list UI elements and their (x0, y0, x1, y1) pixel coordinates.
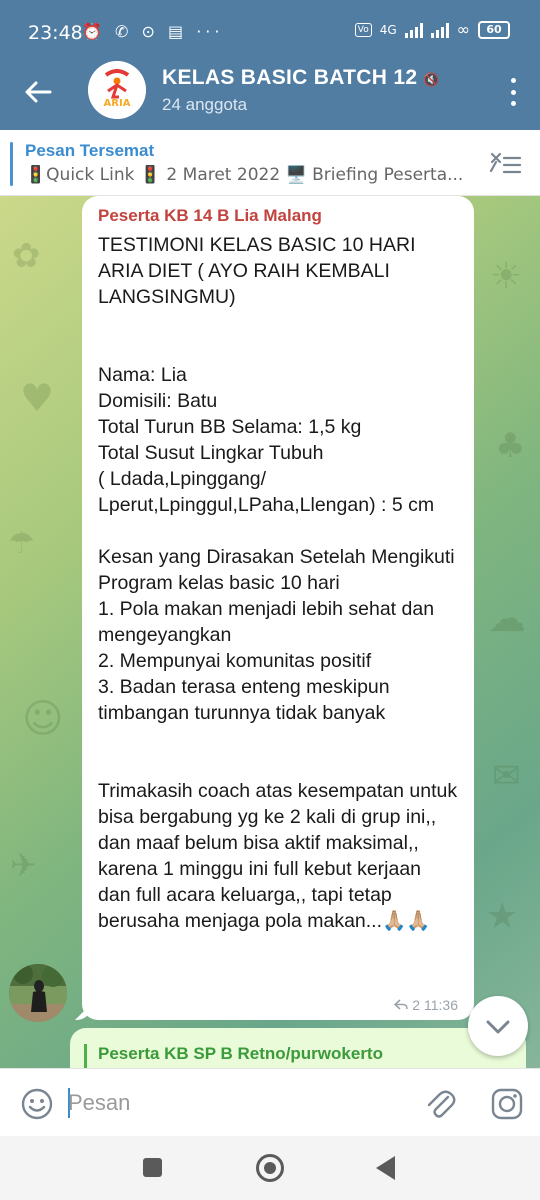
message-body: TESTIMONI KELAS BASIC 10 HARI ARIA DIET ( AYO RAIH KEMBALI LANGSINGMU) Nama: Lia Domisili: Batu Total Turun BB Selama: 1,5 kg Total Susut Lingkar Tubuh ( Ldada,Lpinggang/ Lperut,Lpinggul,LPaha,Llengan) : 5 cm Kesan yang Dirasakan Setelah Mengikuti Program kelas basic 10 hari 1. Pola makan menjadi lebih sehat dan mengeyangkan 2. Mempunyai komunitas positif 3. Badan terasa enteng meskipun timbangan turunnya tidak banyak Trimakasih coach atas kesempatan untuk bisa bergabung yg ke 2 kali di grup ini,, dan maaf belum bisa aktif maksimal,, karena 1 minggu ini full kebut kerjaan dan full acara keluarga,, tapi tetap berusaha menjaga pola makan... (98, 234, 458, 932)
emoji-icon[interactable] (20, 1087, 54, 1121)
message-meta (394, 997, 458, 1013)
network-type: 4G (379, 22, 397, 37)
message-text (98, 232, 458, 934)
status-time: 23:48 (28, 22, 83, 44)
sender-avatar[interactable] (9, 964, 67, 1022)
doodle-icon: ☺ (22, 696, 64, 742)
message-sender[interactable]: Peserta KB 14 B Lia Malang (98, 206, 322, 225)
system-icons (355, 20, 510, 39)
pray-emoji: 🙏🏼🙏🏼 (382, 909, 431, 932)
reply-count: 2 (412, 997, 420, 1013)
reply-icon (394, 999, 408, 1011)
pinned-indicator (10, 142, 13, 186)
chat-title-text: KELAS BASIC BATCH 12 (162, 66, 418, 89)
more-menu-icon[interactable] (508, 78, 518, 106)
doodle-icon: ☀ (490, 256, 523, 297)
battery-icon: 60 (478, 21, 510, 39)
aria-logo (88, 61, 146, 119)
signal-icon-2 (431, 22, 449, 38)
message-input-bar (0, 1068, 540, 1136)
reply-quote-sender[interactable]: Peserta KB SP B Retno/purwokerto (98, 1044, 383, 1063)
doodle-icon: ☁ (488, 596, 526, 640)
reply-quote-bar (84, 1044, 87, 1068)
doodle-icon: ★ (486, 896, 519, 937)
chat-area[interactable] (0, 196, 540, 1068)
pinned-label: Pesan Tersemat (25, 141, 155, 160)
svg-text:ARIA: ARIA (103, 98, 131, 109)
chat-title[interactable] (162, 66, 440, 90)
signal-icon (405, 22, 423, 38)
system-nav-bar (0, 1136, 540, 1200)
pinned-list-icon[interactable] (488, 150, 522, 178)
back-button[interactable] (376, 1156, 395, 1180)
member-count: 24 anggota (162, 95, 248, 114)
status-bar (0, 0, 540, 58)
doodle-icon: ☂ (8, 526, 35, 561)
group-avatar[interactable] (88, 61, 146, 119)
attach-icon[interactable] (424, 1087, 456, 1121)
chat-header (0, 58, 540, 130)
message-bubble[interactable] (82, 196, 474, 1020)
sender-photo (9, 964, 67, 1022)
doodle-icon: ✈ (10, 846, 37, 884)
camera-icon[interactable] (490, 1087, 524, 1121)
message-bubble-outgoing[interactable] (70, 1028, 526, 1068)
notification-icons: ⏰ ✆ ⊙ ▤ ··· (82, 22, 224, 41)
message-time: 11:36 (424, 997, 458, 1013)
doodle-icon: ✉ (492, 756, 521, 796)
doodle-icon: ♥ (20, 376, 55, 420)
pinned-text: 🚦Quick Link 🚦 2 Maret 2022 🖥️ Briefing Peserta... (25, 165, 464, 185)
message-input[interactable] (68, 1081, 408, 1125)
volte-icon: Vo (355, 23, 372, 37)
doodle-icon: ✿ (12, 236, 41, 276)
hotspot-icon: ∞ (456, 20, 470, 39)
chevron-down-icon (468, 996, 528, 1056)
scroll-down-button[interactable] (468, 996, 528, 1056)
recents-button[interactable] (143, 1158, 162, 1177)
pinned-message-bar[interactable] (0, 130, 540, 196)
doodle-icon: ♣ (495, 426, 526, 466)
back-arrow-icon[interactable] (22, 76, 54, 108)
muted-icon: 🔇 (423, 72, 440, 87)
home-button[interactable] (256, 1154, 284, 1182)
